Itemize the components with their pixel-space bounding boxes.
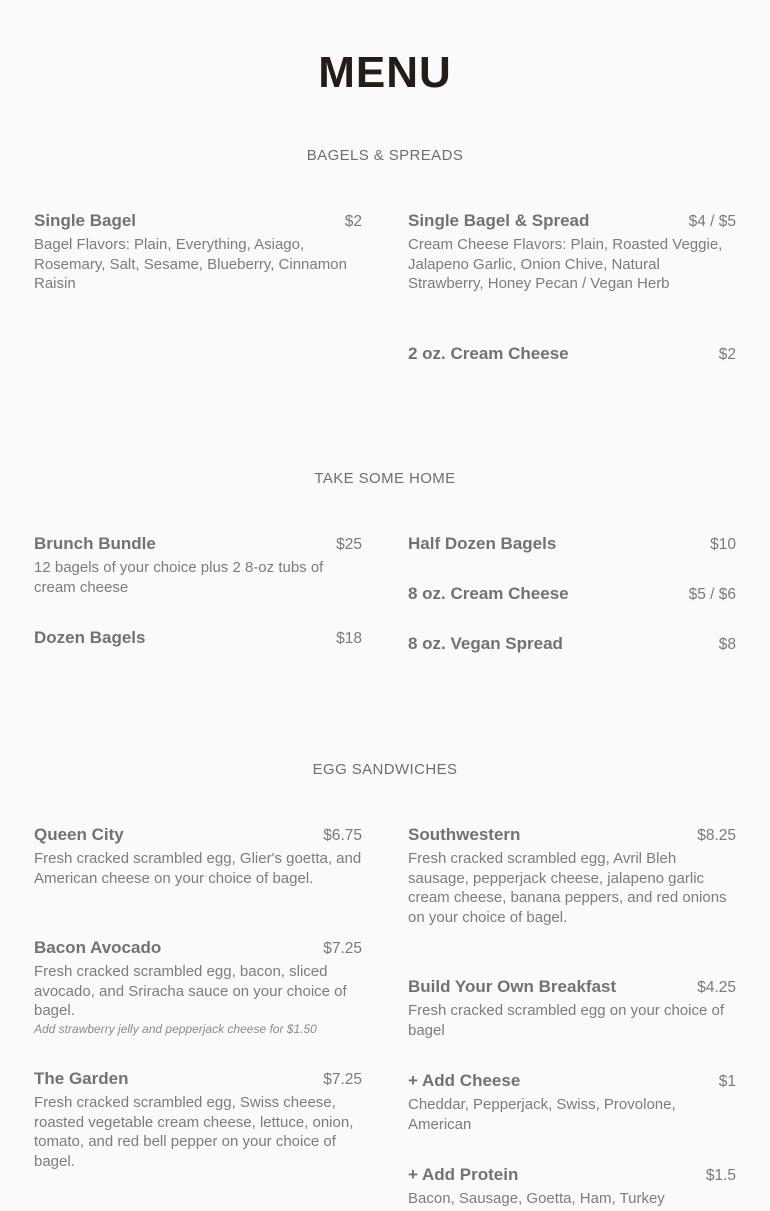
item-name: 2 oz. Cream Cheese xyxy=(408,344,569,363)
menu-item-single-bagel xyxy=(34,211,362,294)
item-name: 8 oz. Cream Cheese xyxy=(408,584,569,603)
item-name: Single Bagel xyxy=(34,211,137,230)
item-description: Fresh cracked scrambled egg, bacon, sliced avocado, and Sriracha sauce on your choice of bagel. xyxy=(34,963,347,1020)
item-description: Cheddar, Pepperjack, Swiss, Provolone, American xyxy=(408,1096,676,1133)
item-price: $25 xyxy=(336,536,362,553)
menu-item-build-your-own-breakfast xyxy=(408,977,736,1040)
menu-item-the-garden xyxy=(34,1069,362,1171)
item-name: Dozen Bagels xyxy=(34,628,146,647)
menu-item-queen-city xyxy=(34,825,362,888)
menu-item-cream-cheese-2oz xyxy=(408,344,736,364)
menu-item-cream-cheese-8oz xyxy=(408,584,736,604)
item-price: $7.25 xyxy=(323,940,362,957)
menu-item-vegan-spread xyxy=(408,634,736,654)
item-description: Bacon, Sausage, Goetta, Ham, Turkey xyxy=(408,1190,665,1207)
item-name: Half Dozen Bagels xyxy=(408,534,557,553)
item-description: Bagel Flavors: Plain, Everything, Asiago, Rosemary, Salt, Sesame, Blueberry, Cinnamon Raisin xyxy=(34,236,347,293)
menu-item-brunch-bundle xyxy=(34,534,362,597)
item-name: + Add Cheese xyxy=(408,1071,521,1090)
item-description: Cream Cheese Flavors: Plain, Roasted Veggie, Jalapeno Garlic, Onion Chive, Natural Strawberry, Honey Pecan / Vegan Herb xyxy=(408,236,723,293)
item-price: $6.75 xyxy=(323,827,362,844)
item-price: $8.25 xyxy=(697,827,736,844)
item-description: Fresh cracked scrambled egg, Glier's goetta, and American cheese on your choice of bagel. xyxy=(34,850,362,887)
menu-item-add-protein xyxy=(408,1165,736,1209)
item-name: Southwestern xyxy=(408,825,521,844)
item-price: $1 xyxy=(718,1073,736,1090)
item-price: $8 xyxy=(718,636,736,653)
item-note: Add strawberry jelly and pepperjack cheese for $1.50 xyxy=(34,1021,317,1036)
item-name: Build Your Own Breakfast xyxy=(408,977,617,996)
section-heading-bagels-spreads: BAGELS & SPREADS xyxy=(306,147,464,164)
item-description: Fresh cracked scrambled egg on your choice of bagel xyxy=(408,1002,724,1039)
item-price: $18 xyxy=(336,630,362,647)
item-description: 12 bagels of your choice plus 2 8-oz tubs of cream cheese xyxy=(34,559,324,596)
item-name: + Add Protein xyxy=(408,1165,519,1184)
item-price: $4.25 xyxy=(697,979,736,996)
item-price: $5 / $6 xyxy=(688,586,736,603)
item-description: Fresh cracked scrambled egg, Swiss cheese, roasted vegetable cream cheese, lettuce, onion, tomato, and red bell pepper on your choice of bagel. xyxy=(34,1094,354,1170)
item-description: Fresh cracked scrambled egg, Avril Bleh sausage, pepperjack cheese, jalapeno garlic cream cheese, banana peppers, and red onions on your choice of bagel. xyxy=(408,850,727,926)
menu-item-bacon-avocado xyxy=(34,938,362,1036)
menu-title: MENU xyxy=(318,48,452,97)
item-name: The Garden xyxy=(34,1069,129,1088)
menu-item-single-bagel-spread xyxy=(408,211,736,294)
menu-item-southwestern xyxy=(408,825,736,927)
item-price: $2 xyxy=(718,346,736,363)
menu-item-add-cheese xyxy=(408,1071,736,1134)
item-price: $10 xyxy=(710,536,736,553)
item-name: Single Bagel & Spread xyxy=(408,211,590,230)
item-name: 8 oz. Vegan Spread xyxy=(408,634,563,653)
item-price: $2 xyxy=(344,213,362,230)
section-heading-take-some-home: TAKE SOME HOME xyxy=(314,470,456,487)
item-name: Brunch Bundle xyxy=(34,534,156,553)
item-name: Bacon Avocado xyxy=(34,938,162,957)
item-name: Queen City xyxy=(34,825,124,844)
item-price: $4 / $5 xyxy=(688,213,736,230)
section-heading-egg-sandwiches: EGG SANDWICHES xyxy=(312,761,458,778)
item-price: $7.25 xyxy=(323,1071,362,1088)
menu-item-half-dozen-bagels xyxy=(408,534,736,554)
item-price: $1.5 xyxy=(705,1167,736,1184)
menu-item-dozen-bagels xyxy=(34,628,362,648)
